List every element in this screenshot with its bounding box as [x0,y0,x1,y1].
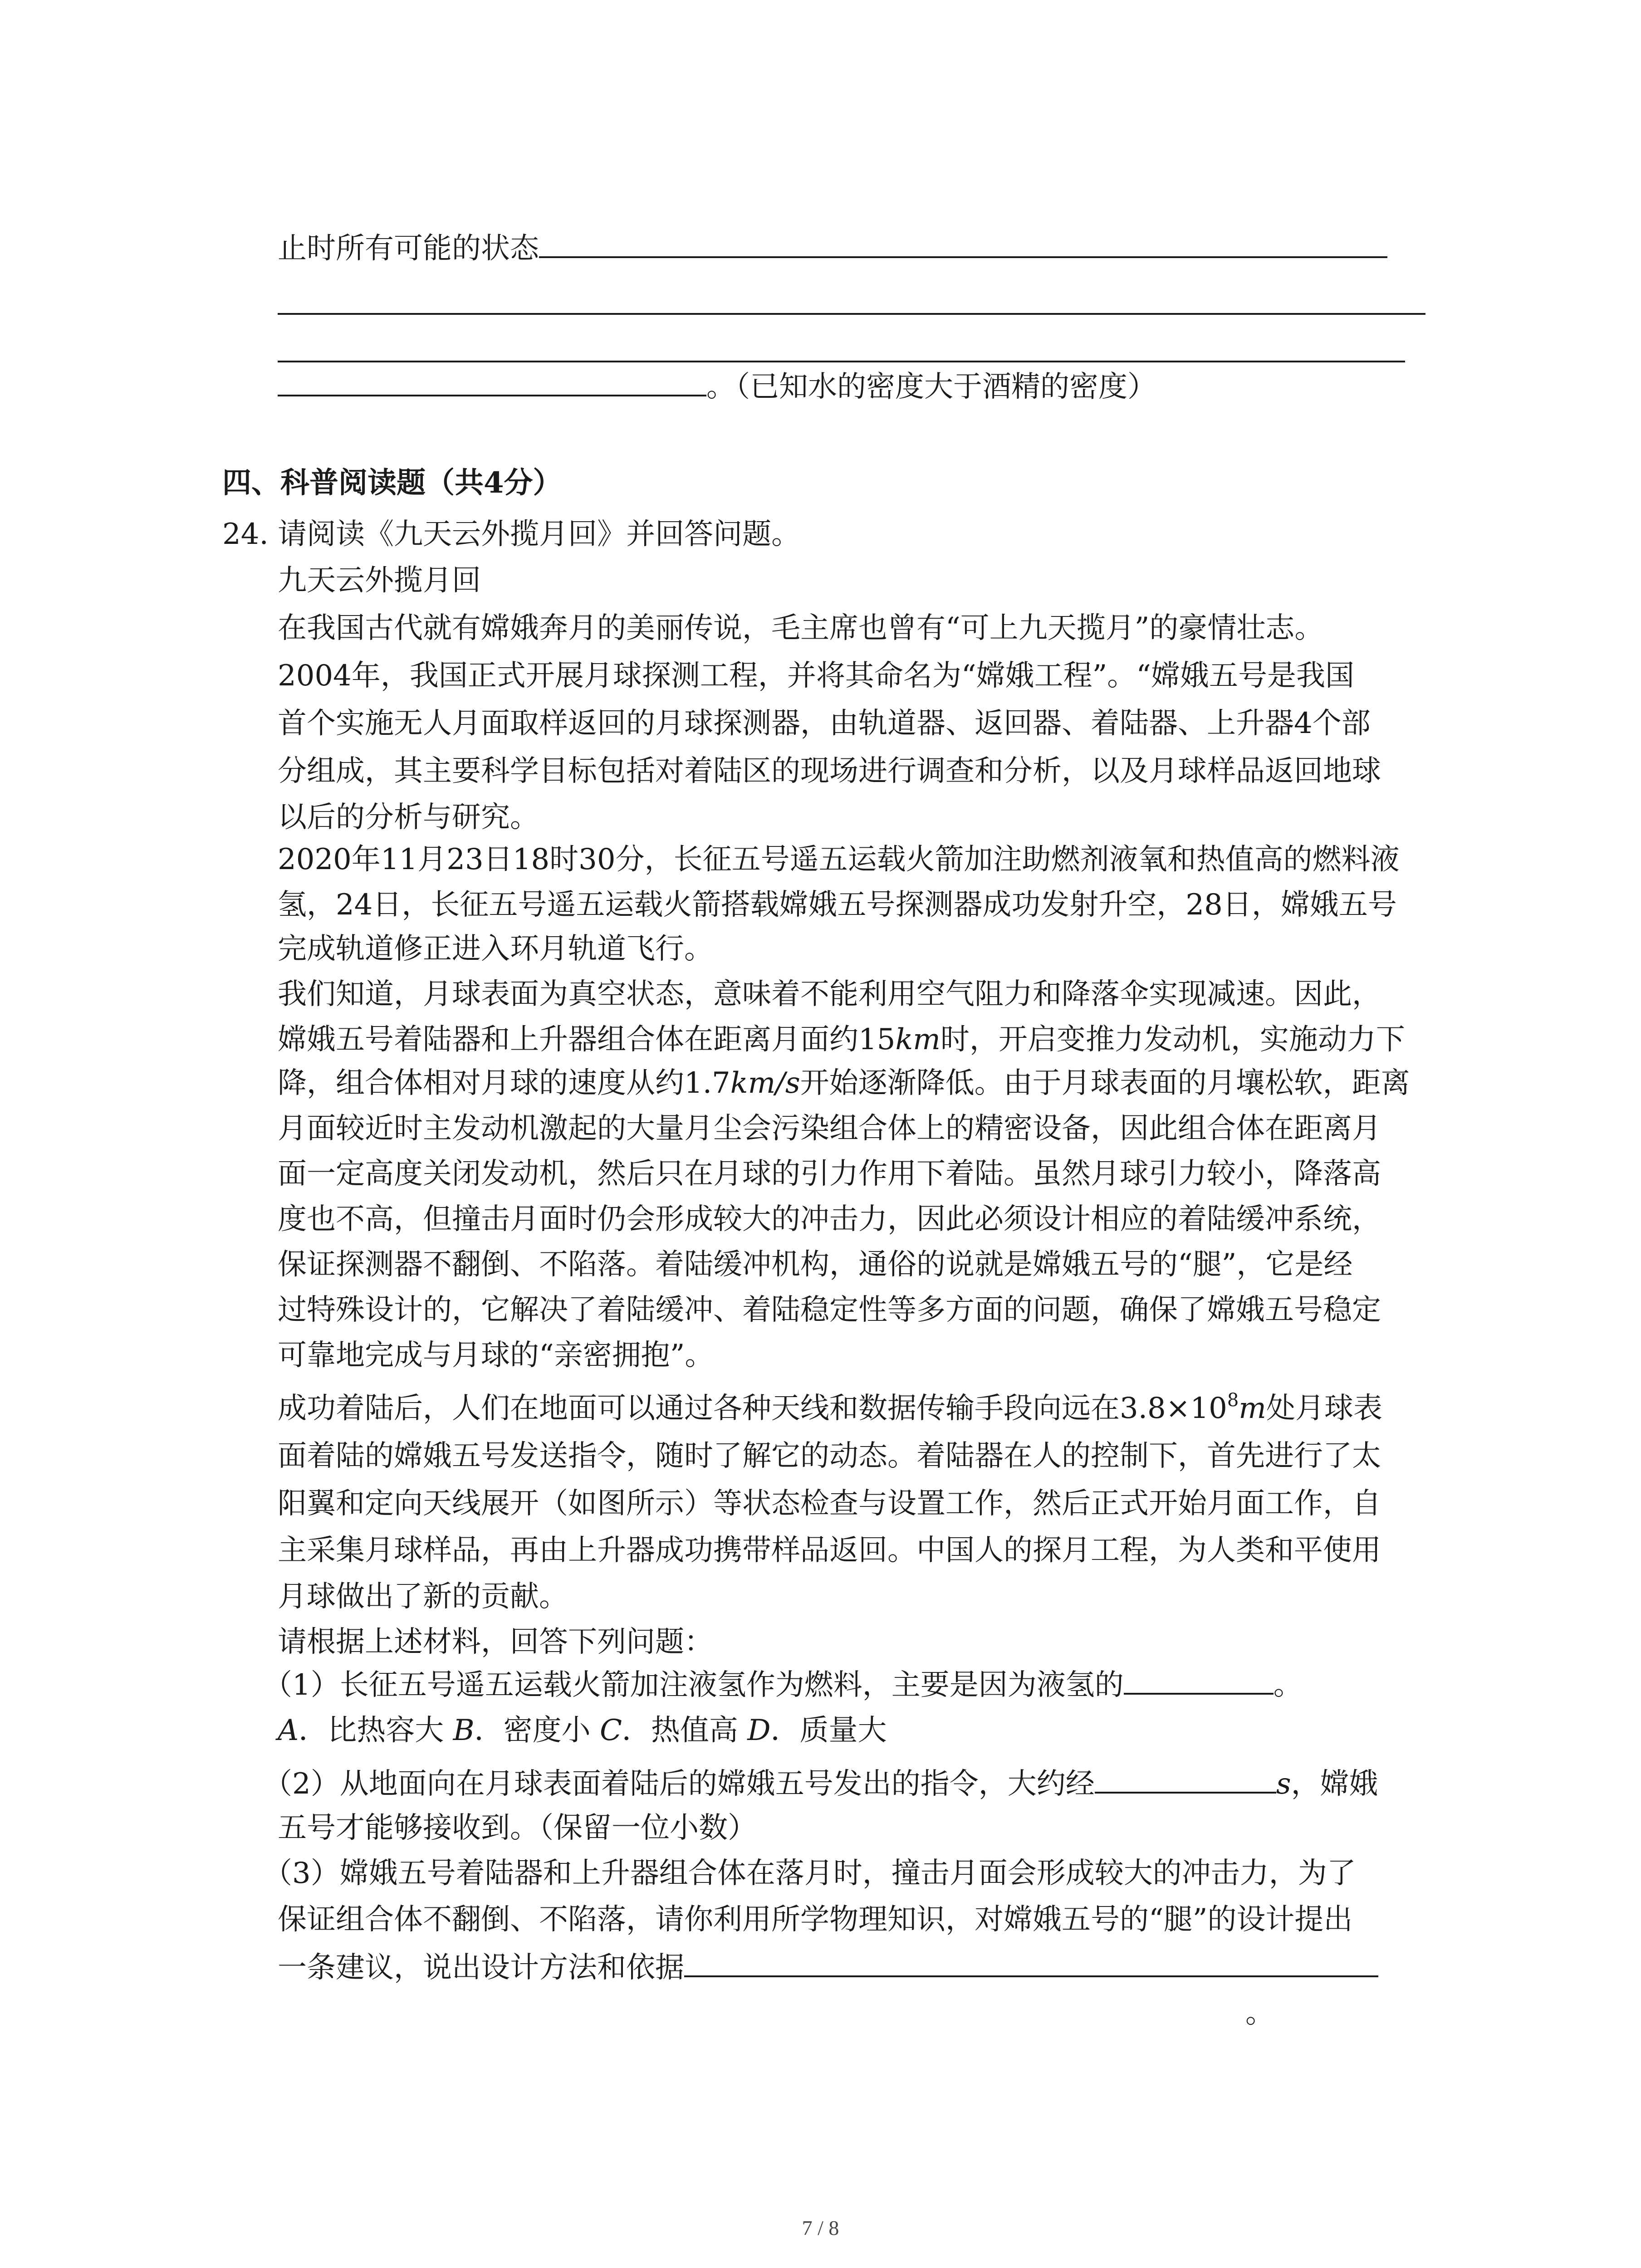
article-line: 氢，24日，长征五号遥五运载火箭搭载嫦娥五号探测器成功发射升空，28日，嫦娥五号 [278,888,1397,922]
article-line: 可靠地完成与月球的“亲密拥抱”。 [278,1339,714,1372]
option-d-letter[interactable]: D [747,1714,771,1747]
q23-line1-text: 止时所有可能的状态 [278,232,539,265]
option-a-text[interactable]: ．比热容大 [299,1714,453,1747]
answer-line[interactable] [278,313,1425,315]
sub-question-3: （3）嫦娥五号着陆器和上升器组合体在落月时，撞击月面会形成较大的冲击力，为了 [263,1857,1356,1890]
article-line [278,1390,1382,1427]
answer-line[interactable] [278,361,1405,362]
density-note: 。（已知水的密度大于酒精的密度） [706,370,1156,404]
option-b-letter[interactable]: B [453,1714,475,1747]
article-line: 度也不高，但撞击月面时仍会形成较大的冲击力，因此必须设计相应的着陆缓冲系统， [278,1202,1381,1236]
q23-answer-line-4 [278,367,1156,405]
article-line: 面着陆的嫦娥五号发送指令，随时了解它的动态。着陆器在人的控制下，首先进行了太 [278,1439,1381,1473]
article-line: 主采集月球样品，再由上升器成功携带样品返回。中国人的探月工程，为人类和平使用 [278,1534,1381,1567]
period-mark: 。 [1245,1996,1274,2030]
article-line: 首个实施无人月面取样返回的月球探测器，由轨道器、返回器、着陆器、上升器4个部 [278,707,1371,740]
article-line: 分组成，其主要科学目标包括对着陆区的现场进行调查和分析，以及月球样品返回地球 [278,754,1381,788]
answer-blank[interactable] [278,367,706,396]
option-d-text[interactable]: ．质量大 [770,1714,887,1747]
option-c-letter[interactable]: C [599,1714,622,1747]
section-heading: 四、科普阅读题（共4分） [222,466,562,500]
options-line [278,1712,887,1749]
option-c-text[interactable]: ．热值高 [622,1714,748,1747]
sub-question-3-line2: 保证组合体不翻倒、不陷落，请你利用所学物理知识，对嫦娥五号的“腿”的设计提出 [278,1903,1353,1936]
punctuation: 。 [1273,1668,1303,1702]
article-line: 在我国古代就有嫦娥奔月的美丽传说，毛主席也曾有“可上九天揽月”的豪情壮志。 [278,611,1324,645]
article-line: 月球做出了新的贡献。 [278,1580,568,1613]
page-number: 7 / 8 [802,2216,839,2239]
article-line: 月面较近时主发动机激起的大量月尘会污染组合体上的精密设备，因此组合体在距离月 [278,1112,1381,1145]
article-text: 成功着陆后，人们在地面可以通过各种天线和数据传输手段向远在3.8×10 [278,1392,1227,1425]
sub-question-3-line3 [278,1948,1378,1986]
article-line: 过特殊设计的，它解决了着陆缓冲、着陆稳定性等多方面的问题，确保了嫦娥五号稳定 [278,1293,1381,1327]
answer-blank[interactable] [539,229,1387,258]
option-a-letter[interactable]: A [278,1714,299,1747]
article-title: 九天云外揽月回 [278,564,481,597]
article-line [278,1065,1410,1101]
article-text: 时，开启变推力发动机，实施动力下 [940,1023,1405,1056]
sub-question-text: 一条建议，说出设计方法和依据 [278,1951,684,1984]
answer-blank[interactable] [684,1948,1378,1977]
sub-question-2-line2: 五号才能够接收到。（保留一位小数） [278,1811,757,1845]
option-b-text[interactable]: ．密度小 [474,1714,600,1747]
exponent: 8 [1227,1390,1239,1411]
article-line: 我们知道，月球表面为真空状态，意味着不能利用空气阻力和降落伞实现减速。因此， [278,978,1381,1011]
answer-blank[interactable] [1095,1765,1276,1794]
instruction-line: 请根据上述材料，回答下列问题： [278,1625,713,1659]
sub-question-text: （2）从地面向在月球表面着陆后的嫦娥五号发出的指令，大约经 [263,1767,1095,1801]
article-line: 完成轨道修正进入环月轨道飞行。 [278,932,713,966]
article-line: 面一定高度关闭发动机，然后只在月球的引力作用下着陆。虽然月球引力较小，降落高 [278,1157,1381,1191]
question-prompt: 请阅读《九天云外揽月回》并回答问题。 [278,518,801,551]
q24-prompt [222,516,800,552]
unit-km: km [895,1023,941,1056]
unit-s: s [1276,1767,1291,1801]
sub-question-2 [263,1765,1378,1802]
q23-answer-line-1 [278,229,1387,267]
article-text: 开始逐渐降低。由于月球表面的月壤松软，距离 [800,1066,1410,1100]
article-text: 处月球表 [1266,1392,1382,1425]
article-line: 以后的分析与研究。 [278,801,539,834]
article-line: 阳翼和定向天线展开（如图所示）等状态检查与设置工作，然后正式开始月面工作，自 [278,1487,1381,1520]
sub-question-text: （1）长征五号遥五运载火箭加注液氢作为燃料，主要是因为液氢的 [263,1668,1124,1702]
article-line: 保证探测器不翻倒、不陷落。着陆缓冲机构，通俗的说就是嫦娥五号的“腿”，它是经 [278,1248,1353,1281]
article-line [278,1022,1405,1058]
article-text: 嫦娥五号着陆器和上升器组合体在距离月面约15 [278,1023,896,1056]
article-line: 2020年11月23日18时30分，长征五号遥五运载火箭加注助燃剂液氧和热值高的燃料液 [278,843,1400,876]
sub-question-1 [263,1666,1303,1703]
unit-km-s: km/s [730,1066,800,1100]
unit-m: m [1239,1392,1266,1425]
sub-question-text: ，嫦娥 [1291,1767,1378,1801]
question-number: 24. [222,518,269,551]
article-text: 降，组合体相对月球的速度从约1.7 [278,1066,730,1100]
article-line: 2004年，我国正式开展月球探测工程，并将其命名为“嫦娥工程”。“嫦娥五号是我国 [278,659,1355,693]
answer-blank[interactable] [1124,1666,1274,1695]
